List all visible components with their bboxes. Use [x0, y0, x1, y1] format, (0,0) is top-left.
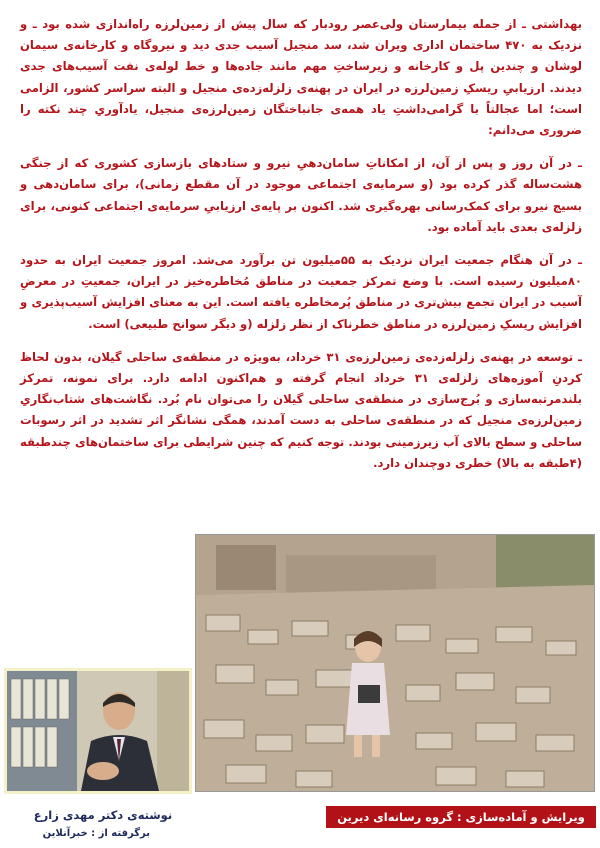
article-paragraph: ـ توسعه در پهنه‌ی زلزله‌زده‌ی زمین‌لرزه‌ی ۳۱ خرداد، به‌ویژه در منطقه‌ی ساحلی گیلان، بدون لحاظ کردنِ آموزه‌های زلزله‌ی ۳۱ خرداد انجام گرفته و هم‌اکنون ادامه دارد. برای نمونه، تمرکز بلندمرتبه‌سازی و بُرج‌سازی در منطقه‌ی ساحلی گیلان را می‌توان نام بُرد. نگاشت‌های شتاب‌نگاریِ زمین‌لرزه‌ی منجیل که در منطقه‌ی ساحلی به دست آمدند، همگی نشانگر اثر تشدید در اثر رسوبات ساحلی و سطح بالای آب زیرزمینی بودند. توجه کنیم که چنین شرایطی برای ساختمان‌های چندطبقه (۴طبقه به بالا) خطری دوچندان دارد.: [20, 349, 582, 470]
article-paragraph: بهداشتی ـ از جمله بیمارستان ولی‌عصر رودبار که سال پیش از زمین‌لرزه راه‌اندازی شده بود ـ و نزدیک به ۴۷۰ ساختمان اداری ویران شد، سد منجیل آسیب جدی دید و نیروگاه و کارخانه‌ی سیمان لوشان و چندین پل و کارخانه و زیرساختِ مهم مانند جاده‌ها و خط لوله‌ی نفت آسیب‌های جدی دیدند. ارزیابیِ ریسکِ زمین‌لرزه در ایران در پهنه‌ی زلزله‌زده‌ی منجیل و البته سراسر کشور، الزامی است؛ اما عجالتاً با گرامی‌داشتِ یاد همه‌ی جانباختگان زمین‌لرزه‌ی منجیل، یادآوریِ چند نکته را ضروری می‌دانم:: [20, 17, 582, 138]
author-portrait-photo: [4, 668, 192, 794]
rubble-illustration: [196, 535, 594, 791]
portrait-illustration: [7, 671, 189, 791]
earthquake-rubble-photo: [195, 534, 595, 792]
author-name: نوشته‌ی دکتر مهدی زارع: [33, 808, 173, 822]
source-credit: برگرفته از : خبرآنلاین: [42, 828, 150, 839]
article-paragraph: ـ در آن هنگام جمعیت ایران نزدیک به ۵۵میلیون تن برآورد می‌شد. امروز جمعیت ایران به حدود ۸۰میلیون رسیده است. با وضع تمرکز جمعیت در مناطق مُخاطره‌خیز در ایران، جمعیتِ در معرضِ آسیب در ایران تجمع بیش‌تری در مناطق پُرمخاطره یافته است. این به معنای افزایش آسیب‌پذیری و افزایش ریسکِ زمین‌لرزه در مناطق خطرناک از نظر زلزله (و دیگر سوانح طبیعی) است.: [20, 253, 582, 331]
article-body: [20, 14, 582, 486]
article-paragraph: ـ در آن روز و پس از آن، از امکاناتِ سامان‌دهیِ نیرو و ستادهای بازسازی کشوری که از جنگی هشت‌ساله گذر کرده بود (و سرمایه‌ی اجتماعی موجود در آن مقطع زمانی)، برای سامان‌دهی و بسیج نیرو برای کمک‌رسانی بهره‌گیری شد. اکنون بر پایه‌ی ارزیابیِ سرمایه‌ی اجتماعی کنونی، برای زلزله‌ی بعدی باید آماده بود.: [20, 156, 582, 234]
editor-credit-banner: ویرایش و آماده‌سازی : گروه رسانه‌ای دیرین: [326, 806, 596, 828]
